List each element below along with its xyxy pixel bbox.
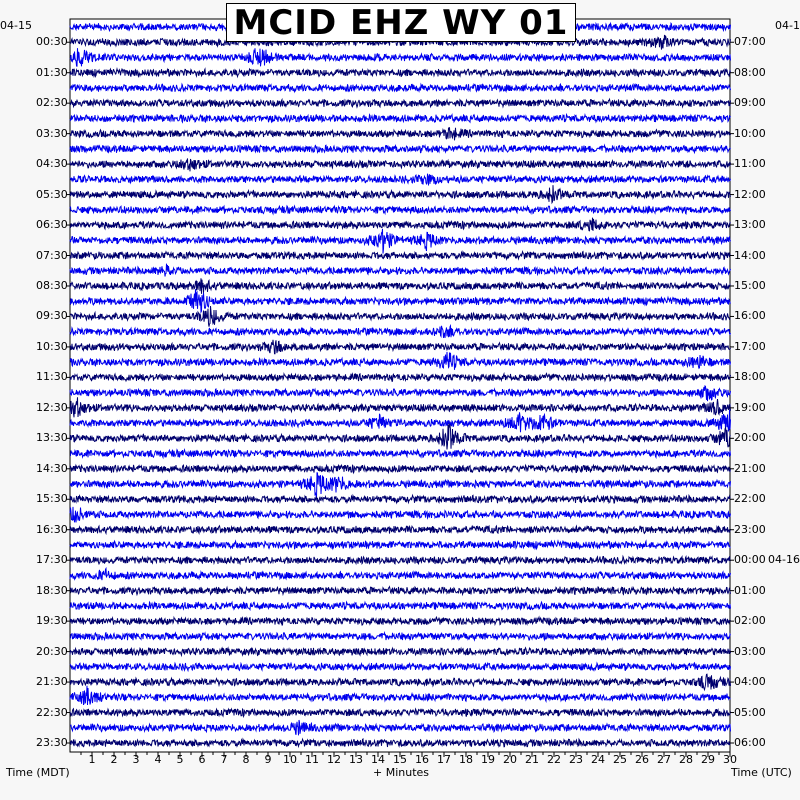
x-tick-label: 16	[415, 753, 429, 766]
x-tick-label: 30	[723, 753, 737, 766]
left-tick-label: 05:30	[36, 187, 68, 201]
right-tick-label: 23:00	[734, 522, 766, 536]
x-tick-label: 2	[110, 753, 118, 766]
x-tick-label: 3	[132, 753, 140, 766]
right-tick-label: 16:00	[734, 309, 766, 323]
x-tick-label: 29	[701, 753, 715, 766]
left-tick-label: 00:30	[36, 35, 68, 49]
right-tick-label: 02:00	[734, 614, 766, 628]
x-tick-label: 10	[283, 753, 297, 766]
x-tick-label: 23	[569, 753, 583, 766]
left-tick-label: 08:30	[36, 278, 68, 292]
right-tick-label: 21:00	[734, 461, 766, 475]
right-tick-label: 15:00	[734, 278, 766, 292]
chart-title-box	[226, 3, 576, 42]
left-tick-label: 21:30	[36, 675, 68, 689]
x-tick-label: 7	[220, 753, 228, 766]
left-tick-label: 20:30	[36, 644, 68, 658]
right-tick-label: 04:00	[734, 675, 766, 689]
x-tick-label: 14	[371, 753, 385, 766]
right-tick-label: 01:00	[734, 583, 766, 597]
x-tick-label: 4	[154, 753, 162, 766]
x-tick-label: 6	[198, 753, 206, 766]
left-tick-label: 13:30	[36, 431, 68, 445]
right-tick-label: 08:00	[734, 65, 766, 79]
x-tick-label: 18	[459, 753, 473, 766]
left-tick-label: 04:30	[36, 157, 68, 171]
left-date-label: 04-15	[0, 19, 32, 32]
right-axis-label: Time (UTC)	[731, 766, 792, 779]
left-tick-label: 17:30	[36, 553, 68, 567]
left-tick-label: 06:30	[36, 218, 68, 232]
right-tick-label: 17:00	[734, 339, 766, 353]
right-tick-label: 09:00	[734, 96, 766, 110]
right-tick-label: 12:00	[734, 187, 766, 201]
x-tick-label: 5	[176, 753, 184, 766]
left-tick-label: 16:30	[36, 522, 68, 536]
left-tick-label: 03:30	[36, 126, 68, 140]
left-tick-label: 11:30	[36, 370, 68, 384]
x-tick-label: 11	[305, 753, 319, 766]
x-tick-label: 25	[613, 753, 627, 766]
left-tick-label: 23:30	[36, 736, 68, 749]
right-tick-label: 05:00	[734, 705, 766, 719]
plot-area	[70, 19, 730, 752]
x-tick-label: 15	[393, 753, 407, 766]
right-tick-label: 22:00	[734, 492, 766, 506]
x-tick-label: 22	[547, 753, 561, 766]
x-tick-label: 24	[591, 753, 605, 766]
left-tick-label: 02:30	[36, 96, 68, 110]
right-tick-label: 00:00	[734, 553, 766, 567]
left-tick-label: 12:30	[36, 400, 68, 414]
chart-title: MCID EHZ WY 01	[233, 2, 569, 43]
right-tick-label: 11:00	[734, 157, 766, 171]
x-tick-label: 27	[657, 753, 671, 766]
left-tick-label: 22:30	[36, 705, 68, 719]
x-tick-label: 17	[437, 753, 451, 766]
right-tick-label: 19:00	[734, 400, 766, 414]
x-tick-label: 26	[635, 753, 649, 766]
x-tick-label: 9	[264, 753, 272, 766]
left-tick-label: 19:30	[36, 614, 68, 628]
x-tick-label: 28	[679, 753, 693, 766]
x-tick-label: 8	[242, 753, 250, 766]
right-date-label: 04-1	[775, 20, 800, 32]
x-tick-label: 13	[349, 753, 363, 766]
x-tick-label: 20	[503, 753, 517, 766]
left-tick-label: 15:30	[36, 492, 68, 506]
left-tick-label: 14:30	[36, 461, 68, 475]
left-tick-label: 01:30	[36, 65, 68, 79]
x-tick-label: 1	[88, 753, 96, 766]
left-tick-label: 10:30	[36, 339, 68, 353]
x-tick-label: 21	[525, 753, 539, 766]
right-tick-label: 06:00	[734, 736, 766, 749]
x-tick-label: 19	[481, 753, 495, 766]
right-tick-label: 20:00	[734, 431, 766, 445]
right-tick-label: 14:00	[734, 248, 766, 262]
x-axis-label: + Minutes	[373, 766, 430, 779]
right-tick-label: 07:00	[734, 35, 766, 49]
left-tick-label: 07:30	[36, 248, 68, 262]
right-date-change-label: 04-16	[768, 553, 800, 567]
right-tick-label: 18:00	[734, 370, 766, 384]
right-tick-label: 03:00	[734, 644, 766, 658]
right-tick-label: 13:00	[734, 218, 766, 232]
left-axis-label: Time (MDT)	[6, 766, 70, 779]
left-tick-label: 18:30	[36, 583, 68, 597]
x-tick-label: 12	[327, 753, 341, 766]
right-tick-label: 10:00	[734, 126, 766, 140]
left-tick-label: 09:30	[36, 309, 68, 323]
